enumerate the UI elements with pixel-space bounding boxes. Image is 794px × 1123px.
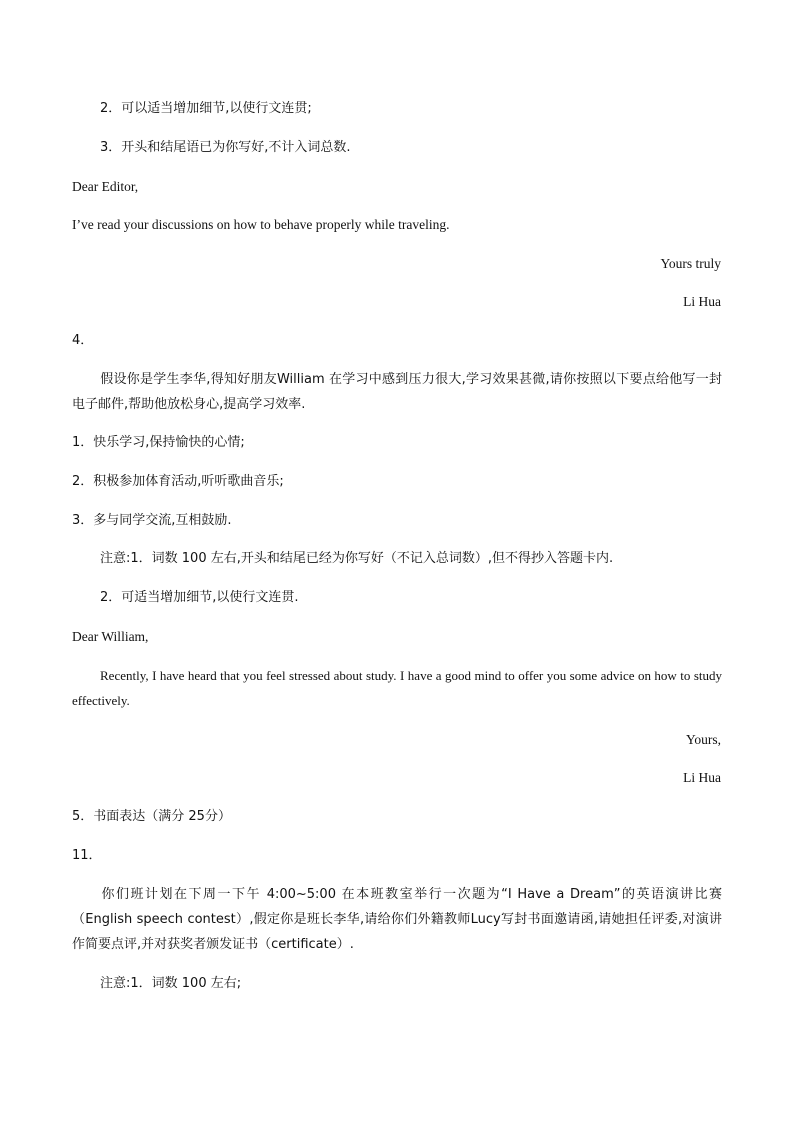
- section4-signature: Li Hua: [683, 770, 721, 785]
- section5-heading: 5．书面表达（满分 25分）: [72, 809, 231, 824]
- section5-note-1: 注意:1．词数 100 左右;: [100, 976, 242, 991]
- section4-point-1: 1．快乐学习,保持愉快的心情;: [72, 435, 245, 450]
- section4-greeting: Dear William,: [72, 629, 149, 644]
- section4-opening-text: Recently, I have heard that you feel stressed about study. I have a good mind to offer you some advice on how to study effectively.: [72, 668, 722, 708]
- section3-signature: Li Hua: [683, 294, 721, 309]
- section4-point-2: 2．积极参加体育活动,听听歌曲音乐;: [72, 474, 284, 489]
- section3-note-2: 2．可以适当增加细节,以使行文连贯;: [100, 101, 312, 116]
- section3-closing: Yours truly: [660, 256, 721, 271]
- section4-prompt-text: 假设你是学生李华,得知好朋友William 在学习中感到压力很大,学习效果甚微,请你按照以下要点给他写一封电子邮件,帮助他放松身心,提高学习效率.: [72, 372, 722, 412]
- section4-prompt: [72, 367, 722, 417]
- section5-prompt: [72, 882, 722, 957]
- section3-note-3: 3．开头和结尾语已为你写好,不计入词总数.: [100, 140, 351, 155]
- section3-opening: I’ve read your discussions on how to behave properly while traveling.: [72, 217, 450, 232]
- section4-number: 4．: [72, 333, 94, 348]
- section4-point-3: 3．多与同学交流,互相鼓励.: [72, 513, 232, 528]
- section4-note-1: 注意:1．词数 100 左右,开头和结尾已经为你写好（不记入总词数）,但不得抄入答题卡内.: [100, 551, 614, 566]
- section5-prompt-text: 你们班计划在下周一下午 4:00~5:00 在本班教室举行一次题为“I Have a Dream”的英语演讲比赛（English speech contest）,假定你是班长李华,请给你们外籍教师Lucy写封书面邀请函,请她担任评委,对演讲作简要点评,并对获奖者颁发证书（certificate）.: [72, 887, 722, 952]
- section4-note-2: 2．可适当增加细节,以使行文连贯.: [100, 590, 299, 605]
- section3-greeting: Dear Editor,: [72, 179, 139, 194]
- section4-closing: Yours,: [685, 732, 721, 747]
- section4-opening: [72, 663, 722, 713]
- section5-number: 11．: [72, 848, 102, 863]
